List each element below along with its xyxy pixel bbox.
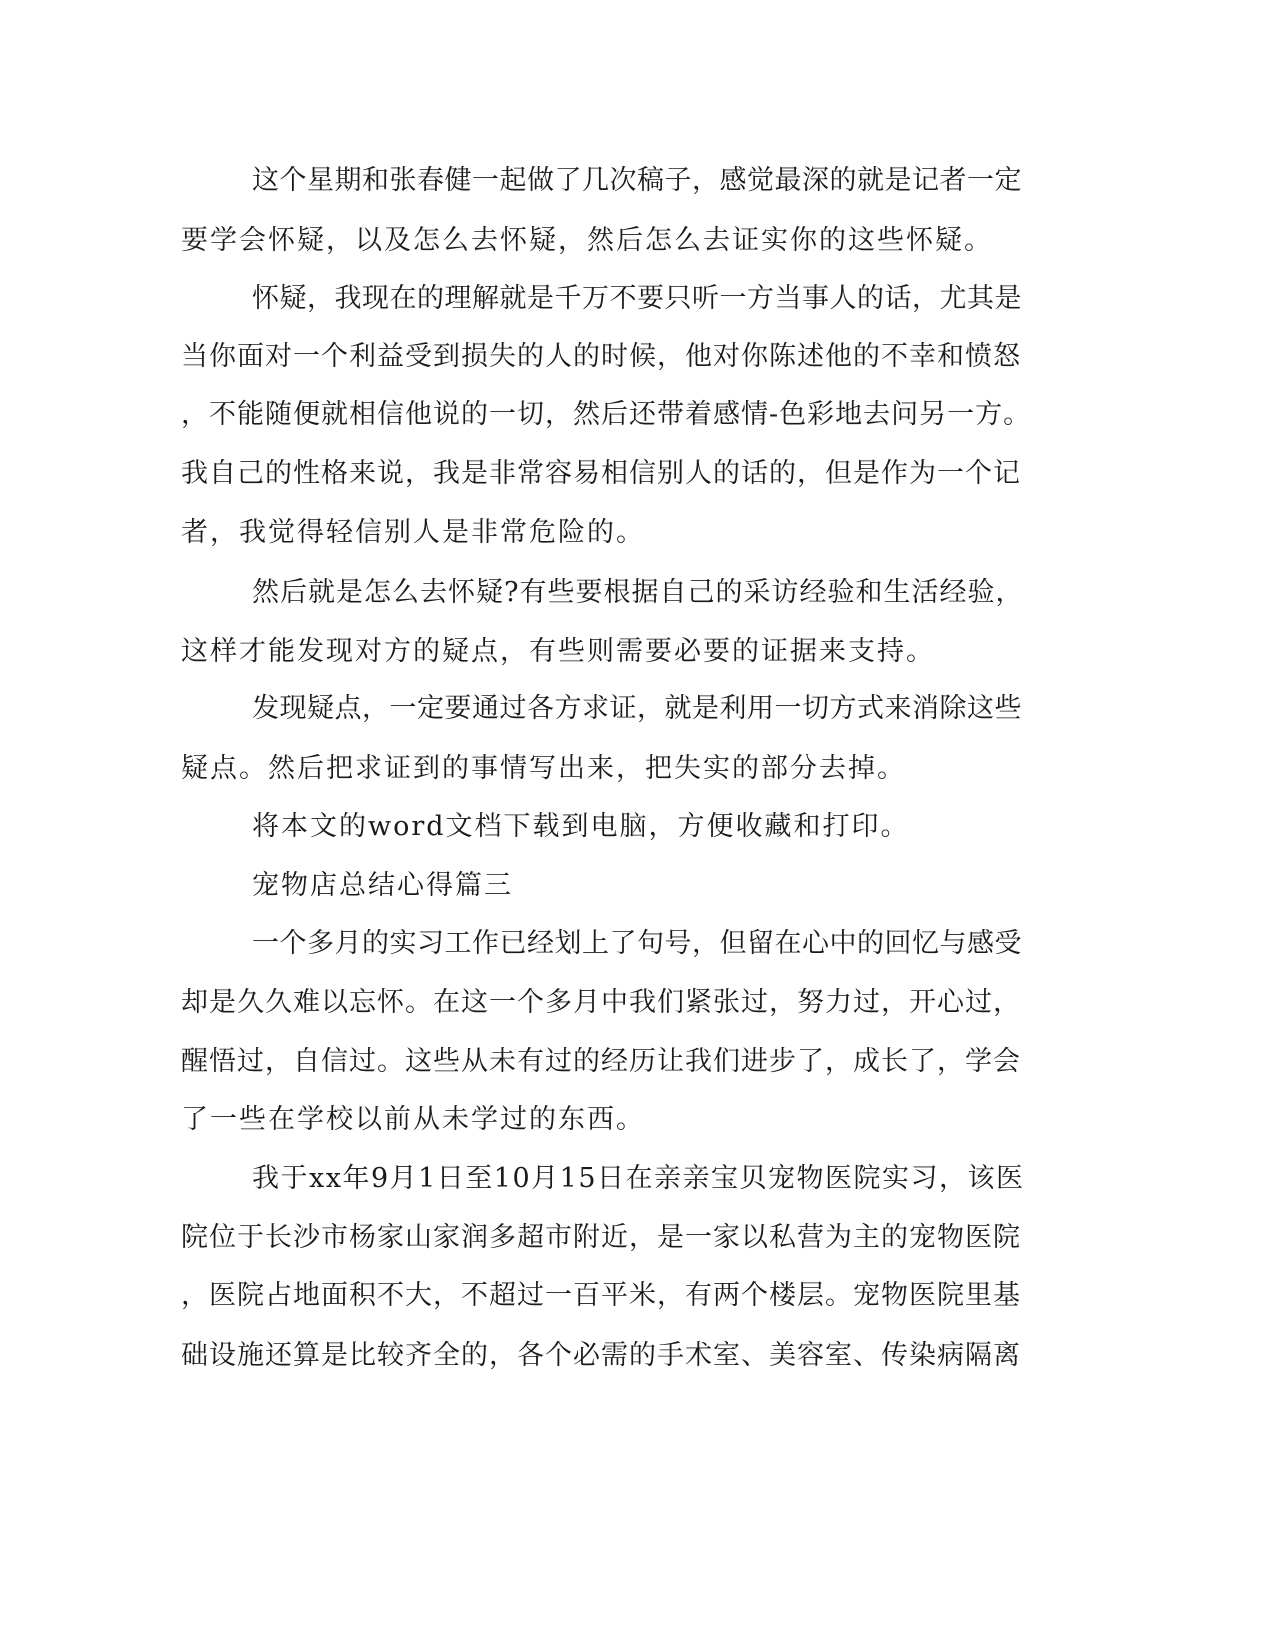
text-line: 当你面对一个利益受到损失的人的时候，他对你陈述他的不幸和愤怒 (181, 341, 1021, 372)
text-line: 院位于长沙市杨家山家润多超市附近，是一家以私营为主的宠物医院 (181, 1222, 1021, 1253)
text-line: 我自己的性格来说，我是非常容易相信别人的话的，但是作为一个记 (181, 458, 1021, 489)
text-line: 疑点。然后把求证到的事情写出来，把失实的部分去掉。 (181, 753, 906, 784)
text-line: 怀疑，我现在的理解就是千万不要只听一方当事人的话，尤其是 (252, 283, 1022, 314)
text-line: 要学会怀疑，以及怎么去怀疑，然后怎么去证实你的这些怀疑。 (181, 225, 993, 256)
text-line: ，医院占地面积不大，不超过一百平米，有两个楼层。宠物医院里基 (181, 1280, 1021, 1311)
section-heading: 宠物店总结心得篇三 (252, 870, 513, 901)
text-line: 这个星期和张春健一起做了几次稿子，感觉最深的就是记者一定 (252, 165, 1022, 196)
text-line: 这样才能发现对方的疑点，有些则需要必要的证据来支持。 (181, 636, 935, 667)
text-line: 将本文的word文档下载到电脑，方便收藏和打印。 (252, 811, 910, 842)
text-line: 醒悟过，自信过。这些从未有过的经历让我们进步了，成长了，学会 (181, 1046, 1021, 1077)
text-line: 发现疑点，一定要通过各方求证，就是利用一切方式来消除这些 (252, 693, 1022, 724)
text-line: 础设施还算是比较齐全的，各个必需的手术室、美容室、传染病隔离 (181, 1340, 1021, 1371)
text-line: 然后就是怎么去怀疑?有些要根据自己的采访经验和生活经验， (252, 577, 1024, 608)
text-line: 我于xx年9月1日至10月15日在亲亲宝贝宠物医院实习，该医 (252, 1163, 1025, 1194)
text-line: 者，我觉得轻信别人是非常危险的。 (181, 517, 645, 548)
text-line: 了一些在学校以前从未学过的东西。 (181, 1104, 645, 1135)
text-line: 一个多月的实习工作已经划上了句号，但留在心中的回忆与感受 (252, 928, 1022, 959)
text-line: ，不能随便就相信他说的一切，然后还带着感情-色彩地去问另一方。 (181, 399, 1032, 430)
text-line: 却是久久难以忘怀。在这一个多月中我们紧张过，努力过，开心过， (181, 987, 1021, 1018)
